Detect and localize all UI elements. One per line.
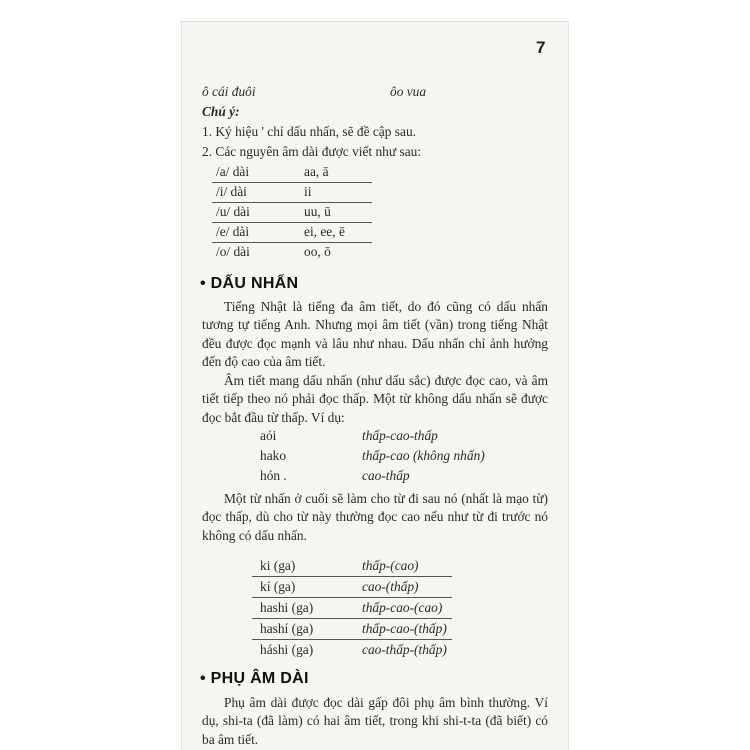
page-content [182, 22, 568, 750]
vowel-label: /o/ dài [216, 244, 250, 259]
page-number: 7 [536, 38, 546, 57]
vowel-label: /a/ dài [216, 164, 250, 179]
table-rule [252, 597, 452, 598]
vowel-forms: ei, ee, ē [304, 224, 345, 239]
example-pattern: thấp-cao-(thấp) [362, 621, 447, 636]
example-pattern: thấp-(cao) [362, 558, 419, 573]
vowel-label: /i/ dài [216, 184, 247, 199]
heading-text: PHỤ ÂM DÀI [210, 670, 309, 687]
vowel-forms: uu, ū [304, 204, 331, 219]
book-page [182, 22, 568, 750]
table-rule [212, 182, 372, 183]
example-pattern: thấp-cao-(cao) [362, 600, 443, 615]
example-word: hashi (ga) [260, 600, 314, 615]
note-item-1: 1. Ký hiệu ' chỉ dấu nhấn, sẽ đề cập sau. [202, 124, 416, 139]
table-rule [252, 618, 452, 619]
heading-bullet: • [200, 275, 206, 292]
example-pattern: cao-(thấp) [362, 579, 419, 594]
example-pattern: thấp-cao-thấp [362, 428, 438, 443]
example-word: kí (ga) [260, 579, 296, 594]
example-word: hashí (ga) [260, 621, 314, 636]
example-word: hón . [260, 468, 287, 483]
example-word: háshi (ga) [260, 642, 314, 657]
section-heading-accent [200, 275, 298, 293]
table-rule [252, 576, 452, 577]
top-example-gloss: ôo vua [390, 84, 427, 99]
note-item-2: 2. Các nguyên âm dài được viết như sau: [202, 144, 422, 159]
table-rule [212, 242, 372, 243]
consonant-paragraph-1: Phụ âm dài được đọc dài gấp đôi phụ âm bình thường. Ví dụ, shi-ta (đã làm) có hai âm tiết, trong khi shi-t-ta (đã biết) có ba âm tiết. [202, 695, 548, 747]
example-word: ki (ga) [260, 558, 296, 573]
accent-paragraph-1: Tiếng Nhật là tiếng đa âm tiết, do đó cũng có dấu nhấn tương tự tiếng Anh. Nhưng mọi âm tiết (vần) trong tiếng Nhật đều được đọc mạnh và lâu như nhau. Dấu nhấn chỉ ảnh hưởng đến độ cao của âm tiết. [202, 299, 548, 369]
example-pattern: thấp-cao (không nhấn) [362, 448, 485, 463]
table-rule [212, 202, 372, 203]
vowel-forms: aa, ā [304, 164, 329, 179]
example-word: aói [260, 428, 277, 443]
example-pattern: cao-thấp-(thấp) [362, 642, 447, 657]
accent-paragraph-2: Âm tiết mang dấu nhấn (như dấu sắc) được đọc cao, và âm tiết tiếp theo nó phải đọc thấp. Một từ không dấu nhấn sẽ được đọc bắt đầu từ thấp. Ví dụ: [202, 373, 548, 425]
table-rule [252, 639, 452, 640]
heading-text: DẤU NHẤN [210, 275, 299, 292]
vowel-forms: oo, ō [304, 244, 331, 259]
example-pattern: cao-thấp [362, 468, 410, 483]
note-title: Chú ý: [202, 104, 240, 119]
heading-bullet: • [200, 670, 206, 687]
table-rule [212, 222, 372, 223]
example-word: hako [260, 448, 287, 463]
vowel-forms: ii [304, 184, 312, 199]
top-example-term: ô cái đuôi [202, 84, 256, 99]
accent-paragraph-3: Một từ nhấn ở cuối sẽ làm cho từ đi sau nó (nhất là mạo từ) đọc thấp, dù cho từ này thường đọc cao nếu như từ đi trước nó không có dấu nhấn. [202, 491, 548, 543]
vowel-label: /e/ dài [216, 224, 250, 239]
vowel-label: /u/ dài [216, 204, 250, 219]
section-heading-long-consonant [200, 670, 309, 688]
